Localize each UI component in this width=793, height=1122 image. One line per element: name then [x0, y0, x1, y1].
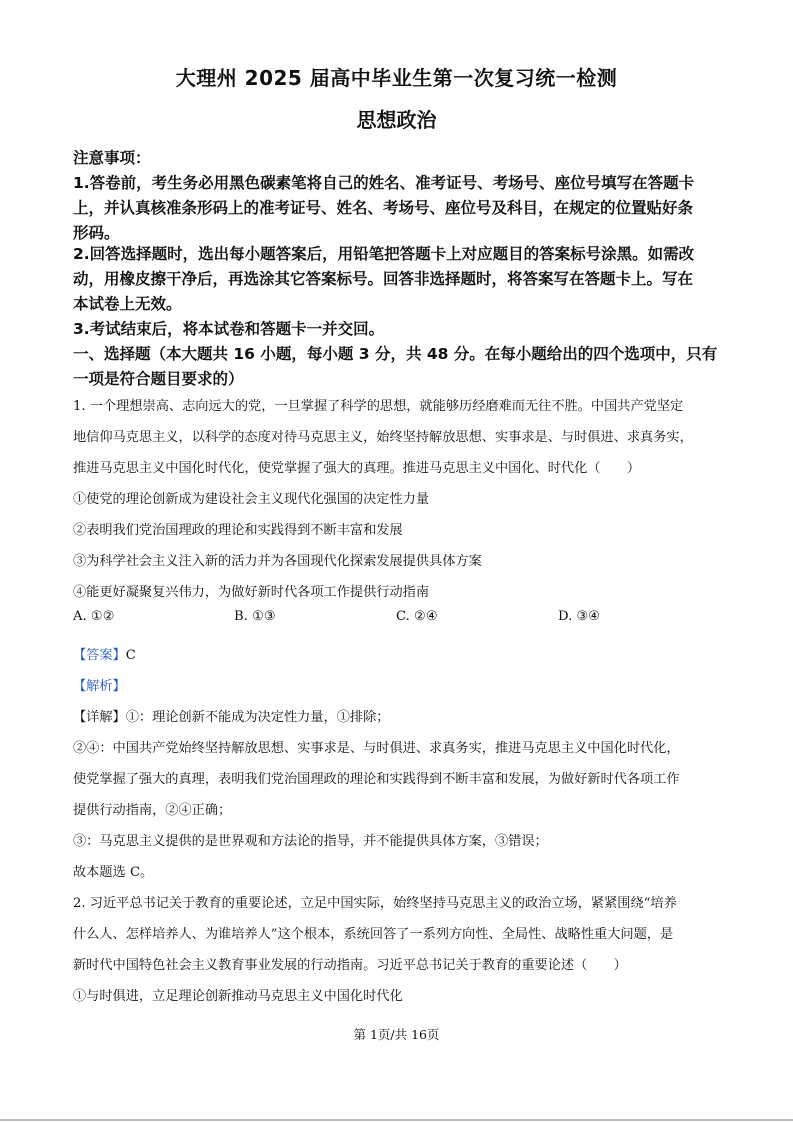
- notice-item-3: 3.考试结束后，将本试卷和答题卡一并交回。: [73, 320, 385, 338]
- q2-statement-1: ①与时俱进，立足理论创新推动马克思主义中国化时代化: [73, 989, 403, 1004]
- page-number: 第 1页/共 16页: [353, 1027, 440, 1042]
- q1-option-b: B. ①③: [234, 609, 276, 624]
- q1-answer: [73, 640, 725, 672]
- q1-options: [73, 609, 723, 639]
- notice-heading: 注意事项：: [73, 149, 151, 167]
- q1-stem-line-2: 地信仰马克思主义，以科学的态度对待马克思主义，始终坚持解放思想、实事求是、与时俱进、求真务实，: [73, 430, 693, 445]
- q1-analysis-tag: [73, 671, 725, 703]
- notice-item-2-line-3: 本试卷上无效。: [73, 295, 182, 313]
- q1-statement-3: ③为科学社会主义注入新的活力并为各国现代化探索发展提供具体方案: [73, 554, 482, 569]
- q1-detail-line-2: ②④：中国共产党始终坚持解放思想、实事求是、与时俱进、求真务实，推进马克思主义中国化时代化，: [73, 741, 680, 756]
- q1-stem-line-3: 推进马克思主义中国化时代化，使党掌握了强大的真理。推进马克思主义中国化、时代化（ ）: [73, 461, 641, 476]
- q1-statement-4: ④能更好凝聚复兴伟力，为做好新时代各项工作提供行动指南: [73, 585, 430, 600]
- notice-item-2-line-1: 2.回答选择题时，选出每小题答案后，用铅笔把答题卡上对应题目的答案标号涂黑。如需改: [73, 245, 695, 263]
- q1-conclusion: 故本题选 C。: [73, 865, 154, 880]
- analysis-tag: 【解析】: [73, 679, 126, 694]
- q1-option-c: C. ②④: [396, 609, 438, 624]
- answer-tag: 【答案】: [73, 648, 126, 663]
- q2-stem-line-3: 新时代中国特色社会主义教育事业发展的行动指南。习近平总书记关于教育的重要论述（ ）: [73, 958, 627, 973]
- q1-detail-line-4: 提供行动指南，②④正确；: [73, 803, 232, 818]
- notice-item-1-line-1: 1.答卷前，考生务必用黑色碳素笔将自己的姓名、准考证号、考场号、座位号填写在答题卡: [73, 174, 695, 192]
- section-heading-line-2: 一项是符合题目要求的）: [73, 370, 244, 388]
- q1-statement-1: ①使党的理论创新成为建设社会主义现代化强国的决定性力量: [73, 492, 430, 507]
- q1-option-a: A. ①②: [73, 609, 115, 624]
- answer-value: C: [125, 648, 136, 663]
- notice-item-2-line-2: 动，用橡皮擦干净后，再选涂其它答案标号。回答非选择题时，将答案写在答题卡上。写在: [73, 270, 694, 288]
- q1-stem-line-1: 1. 一个理想崇高、志向远大的党，一旦掌握了科学的思想，就能够历经磨难而无往不胜。中国共产党坚定: [73, 399, 684, 414]
- q1-detail-line-5: ③：马克思主义提供的是世界观和方法论的指导，并不能提供具体方案，③错误；: [73, 834, 548, 849]
- q1-detail-line-3: 使党掌握了强大的真理，表明我们党治国理政的理论和实践得到不断丰富和发展，为做好新时代各项工作: [73, 772, 680, 787]
- q1-option-d: D. ③④: [558, 609, 601, 624]
- bottom-divider: [0, 1119, 793, 1121]
- section-heading-line-1: 一、选择题（本大题共 16 小题，每小题 3 分，共 48 分。在每小题给出的四个选项中，只有: [73, 345, 718, 363]
- notice-item-1-line-2: 上，并认真核准条形码上的准考证号、姓名、考场号、座位号及科目，在规定的位置贴好条: [73, 199, 694, 217]
- q2-stem-line-1: 2. 习近平总书记关于教育的重要论述，立足中国实际，始终坚持马克思主义的政治立场，紧紧围绕“培养: [73, 896, 677, 911]
- subject-title: 思想政治: [356, 108, 437, 132]
- q1-statement-2: ②表明我们党治国理政的理论和实践得到不断丰富和发展: [73, 523, 403, 538]
- exam-title: 大理州 2025 届高中毕业生第一次复习统一检测: [175, 66, 618, 90]
- q1-detail-line-1: 【详解】①：理论创新不能成为决定性力量，①排除；: [73, 710, 390, 725]
- q2-stem-line-2: 什么人、怎样培养人、为谁培养人”这个根本，系统回答了一系列方向性、全局性、战略性重大问题，是: [73, 927, 674, 942]
- notice-item-1-line-3: 形码。: [73, 224, 120, 242]
